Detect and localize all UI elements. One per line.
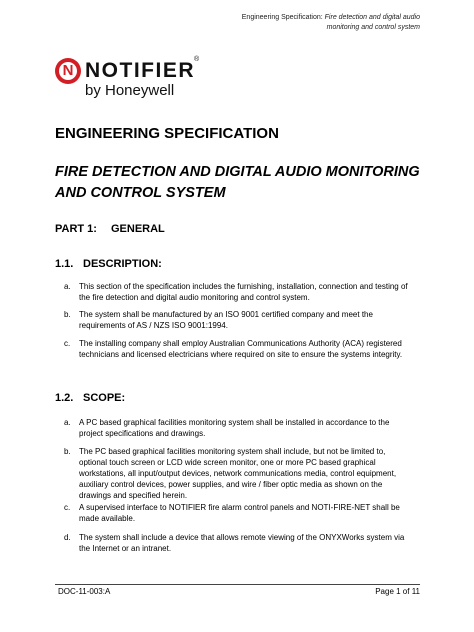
item-letter: c. — [64, 503, 71, 512]
list-item — [64, 338, 409, 360]
item-text: The system shall include a device that allows remote viewing of the ONYXWorks system via the Internet or an intranet. — [79, 533, 405, 553]
footer-page-number: Page 1 of 11 — [375, 587, 420, 596]
document-title: ENGINEERING SPECIFICATION — [55, 125, 279, 142]
section-title: DESCRIPTION: — [83, 258, 162, 270]
section-title: SCOPE: — [83, 392, 126, 404]
item-text: The PC based graphical facilities monitoring system shall include, but not be limited to, optional touch screen or LCD wide screen monitor, one or more PC based graphical workstations, all input/output devices, network communications media, control equipment, auxiliary control devices, power supplies, and wire / fiber optic media as shown on the drawings and specified herein. — [79, 447, 397, 500]
item-text: A PC based graphical facilities monitoring system shall be installed in accordance to the project specifications and drawings. — [79, 418, 390, 438]
logo-brand: NOTIFIER — [85, 59, 195, 82]
running-header — [180, 13, 420, 33]
logo-byline: by Honeywell — [85, 82, 175, 99]
notifier-logo — [55, 58, 215, 102]
part-name: GENERAL — [111, 223, 165, 235]
item-letter: a. — [64, 418, 71, 427]
list-item — [64, 417, 409, 439]
item-letter: b. — [64, 447, 71, 456]
item-text: A supervised interface to NOTIFIER fire alarm control panels and NOTI-FIRE-NET shall be made available. — [79, 503, 400, 523]
item-text: The system shall be manufactured by an ISO 9001 certified company and meet the requirements of AS / NZS ISO 9001:1994. — [79, 310, 373, 330]
list-item — [64, 446, 409, 501]
header-title-line2: monitoring and control system — [326, 24, 420, 31]
section-heading-description — [55, 258, 162, 270]
item-letter: b. — [64, 310, 71, 319]
part-heading — [55, 223, 165, 235]
item-text: This section of the specification includes the furnishing, installation, connection and testing of the fire detection and digital audio monitoring and control system. — [79, 282, 408, 302]
item-letter: a. — [64, 282, 71, 291]
notifier-n-icon: N — [55, 58, 81, 84]
footer-doc-id: DOC-11-003:A — [58, 587, 111, 596]
item-letter: c. — [64, 339, 71, 348]
item-text: The installing company shall employ Australian Communications Authority (ACA) registered technicians and licensed electricians where required on site to ensure the systems integrity. — [79, 339, 403, 359]
document-subtitle: FIRE DETECTION AND DIGITAL AUDIO MONITORING AND CONTROL SYSTEM — [55, 164, 420, 201]
header-title-line1: Fire detection and digital audio — [324, 14, 420, 21]
list-item — [64, 502, 409, 524]
list-item — [64, 281, 409, 303]
part-label: PART 1: — [55, 223, 97, 235]
footer-divider — [55, 584, 420, 585]
list-item — [64, 309, 409, 331]
header-prefix: Engineering Specification: — [241, 14, 325, 21]
section-heading-scope — [55, 392, 125, 404]
registered-mark: ® — [194, 56, 200, 63]
item-letter: d. — [64, 533, 71, 542]
section-number: 1.1. — [55, 258, 74, 270]
section-number: 1.2. — [55, 392, 74, 404]
list-item — [64, 532, 409, 554]
